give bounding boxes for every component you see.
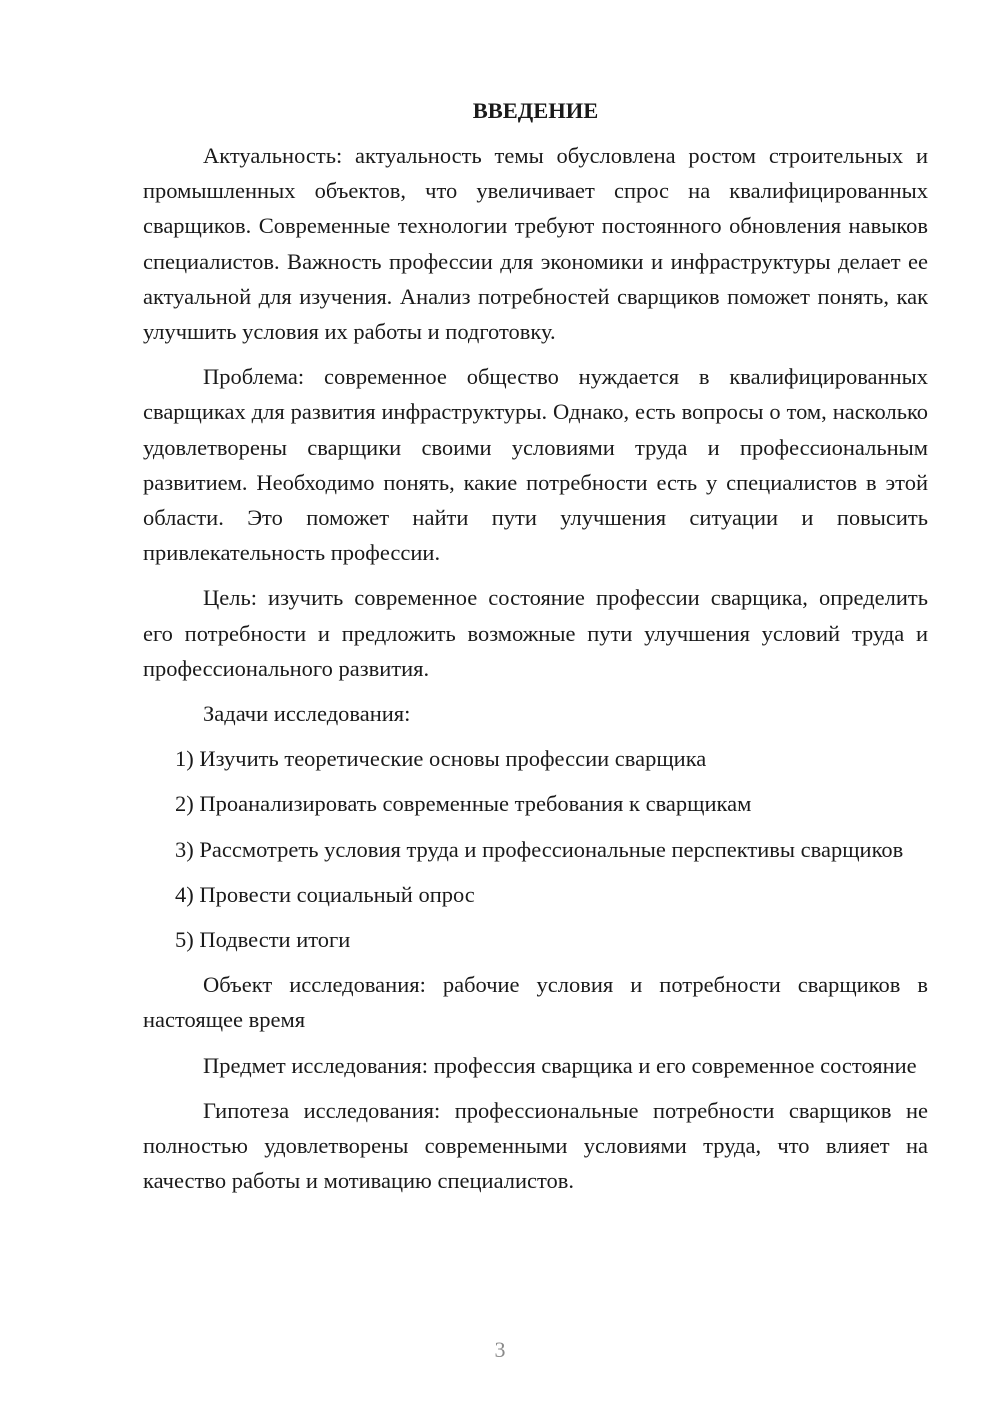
task-item-2: 2) Проанализировать современные требования к сварщикам: [175, 791, 752, 817]
paragraph-subject: Предмет исследования: профессия сварщика и его современное состояние: [203, 1052, 917, 1078]
section-title: ВВЕДЕНИЕ: [472, 98, 599, 123]
paragraph-goal: Цель: изучить современное состояние профессии сварщика, определить его потребности и предложить возможные пути улучшения условий труда и профессионального развития.: [143, 585, 928, 681]
paragraph-object: Объект исследования: рабочие условия и потребности сварщиков в настоящее время: [143, 972, 928, 1033]
paragraph-relevance: Актуальность: актуальность темы обусловлена ростом строительных и промышленных объектов, что увеличивает спрос на квалифицированных сварщиков. Современные технологии требуют постоянного обновления навыков специалистов. Важность профессии для экономики и инфраструктуры делает ее актуальной для изучения. Анализ потребностей сварщиков поможет понять, как улучшить условия их работы и подготовку.: [143, 143, 928, 345]
task-item-1: 1) Изучить теоретические основы профессии сварщика: [175, 746, 707, 772]
paragraph-problem: Проблема: современное общество нуждается в квалифицированных сварщиках для развития инфраструктуры. Однако, есть вопросы о том, насколько удовлетворены сварщики своими условиями труда и профессиональным развитием. Необходимо понять, какие потребности есть у специалистов в этой области. Это поможет найти пути улучшения ситуации и повысить привлекательность профессии.: [143, 364, 928, 566]
page-number: 3: [494, 1337, 506, 1362]
page-content: [143, 93, 928, 1208]
task-item-3: 3) Рассмотреть условия труда и профессиональные перспективы сварщиков: [175, 836, 904, 862]
task-item-4: 4) Провести социальный опрос: [175, 881, 475, 907]
paragraph-hypothesis: Гипотеза исследования: профессиональные потребности сварщиков не полностью удовлетворены современными условиями труда, что влияет на качество работы и мотивацию специалистов.: [143, 1097, 928, 1194]
tasks-heading: Задачи исследования:: [203, 701, 411, 727]
task-item-5: 5) Подвести итоги: [175, 927, 351, 953]
